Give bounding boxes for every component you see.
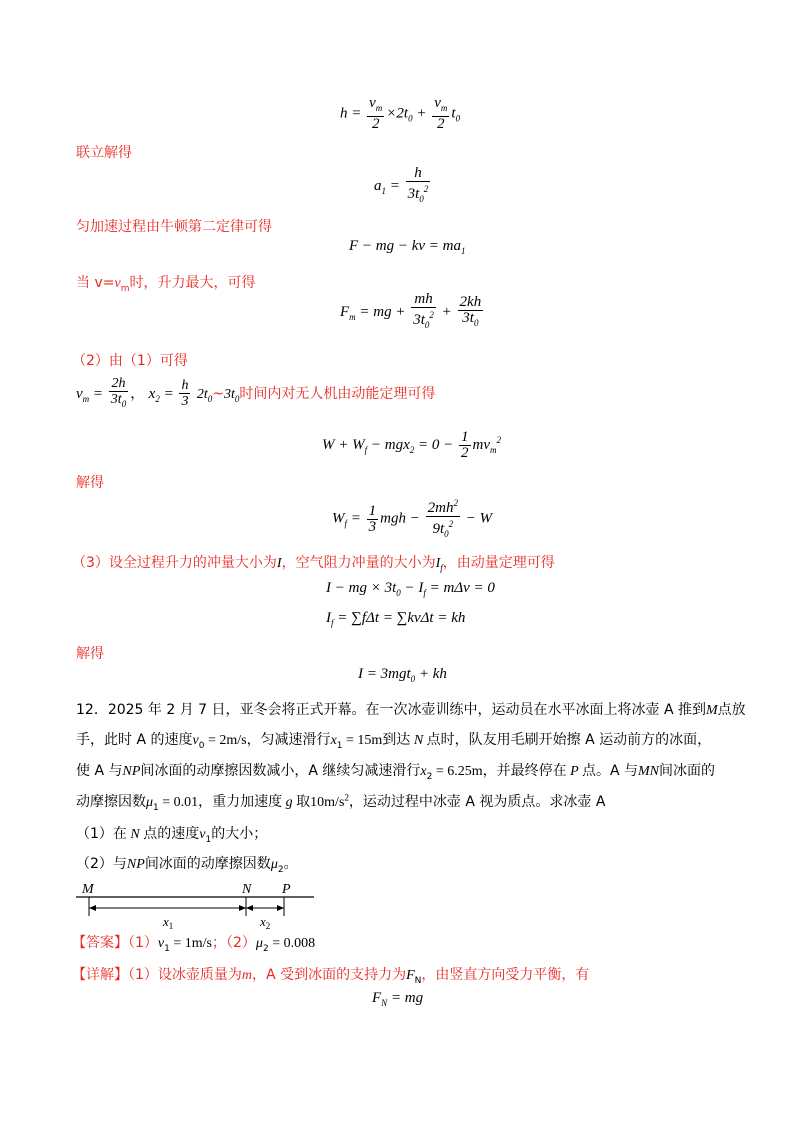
- part2-values: $v_m$ = $\frac{2h}{3t_0}$ ， $x_2$ = $\frac{h}{3}$ $2t_0\sim 3t_0$时间内对无人机由动能定理可得: [76, 376, 436, 410]
- equation-normal-force: $F_N$ = mg: [372, 990, 424, 1008]
- equation-acceleration: $a_1$ = $\frac{h}{3t_0^2}$: [374, 165, 429, 204]
- step-newton: 匀加速过程由牛顿第二定律可得: [76, 219, 272, 235]
- part2-intro: （2）由（1）可得: [72, 353, 188, 369]
- detail-line: 【详解】（1）设冰壶质量为m，A 受到冰面的支持力为$F_N$，由竖直方向受力平衡，有: [72, 967, 590, 986]
- problem-line-4: 动摩擦因数$\mu_1 = 0.01$，重力加速度 g 取$10m/s^2$，运动过程中冰壶 A 视为质点。求冰壶 A: [76, 792, 606, 813]
- step-solve-2: 解得: [76, 646, 104, 662]
- part3-intro: （3）设全过程升力的冲量大小为I，空气阻力冲量的大小为$I_f$，由动量定理可得: [72, 555, 555, 573]
- equation-height: h = $\frac{v_m}{2}$ $\times 2t_0$ + $\frac{v_m}{2}$ $t_0$: [340, 95, 461, 132]
- label-x2: $x_2$: [260, 914, 271, 930]
- answer-line: 【答案】$(1)v_1 = 1m/s$；$(2)\mu_2 = 0.008$: [72, 935, 316, 954]
- step-solve-1: 解得: [76, 475, 104, 491]
- label-x1: $x_1$: [163, 914, 174, 930]
- label-P: P: [282, 882, 291, 897]
- question-2: （2）与NP间冰面的动摩擦因数$\mu_2$。: [76, 856, 298, 875]
- step-max-lift: 当 $v=v_m$时，升力最大，可得: [76, 275, 256, 294]
- problem-line-3: 使 A 与NP间冰面的动摩擦因数减小，A 继续匀减速滑行$x_2 = 6.25m$，并最终停在 P 点。A 与MN间冰面的: [76, 763, 715, 782]
- track-diagram: [70, 880, 330, 930]
- question-1: （1）在 N 点的速度$v_1$的大小；: [76, 826, 268, 845]
- label-M: M: [82, 882, 94, 897]
- problem-line-2: 手，此时 A 的速度$v_0 = 2m/s$，匀减速滑行$x_1 = 15m$到达 N 点时，队友用毛刷开始擦 A 运动前方的冰面，: [76, 732, 712, 751]
- step-solve-together: 联立解得: [76, 145, 132, 161]
- equation-momentum: I − mg × $3t_0 - I_f = m\Delta v = 0$: [326, 580, 495, 598]
- equation-impulse-result: I = 3mgt$_0$ + kh: [358, 666, 447, 684]
- label-N: N: [242, 882, 252, 897]
- equation-work-friction: $W_f$ = $\frac{1}{3}$ mgh − $\frac{2mh^2}{9t_0^2}$ − W: [332, 498, 493, 539]
- equation-max-force: $F_m$ = mg + $\frac{mh}{3t_0^2}$ + $\frac{2kh}{3t_0}$: [340, 291, 482, 330]
- equation-energy: $W + W_f - mgx_2 = 0$ − $\frac{1}{2}$ $mv_m^2$: [322, 429, 502, 461]
- equation-newton: F − mg − kv = $ma_1$: [349, 238, 466, 256]
- problem-line-1: 12．2025 年 2 月 7 日，亚冬会将正式开幕。在一次冰壶训练中，运动员在水平冰面上将冰壶 A 推到M点放: [76, 702, 746, 718]
- equation-impulse-sum: $I_f = \sum f\Delta t = \sum kv\Delta t$ = kh: [326, 610, 466, 628]
